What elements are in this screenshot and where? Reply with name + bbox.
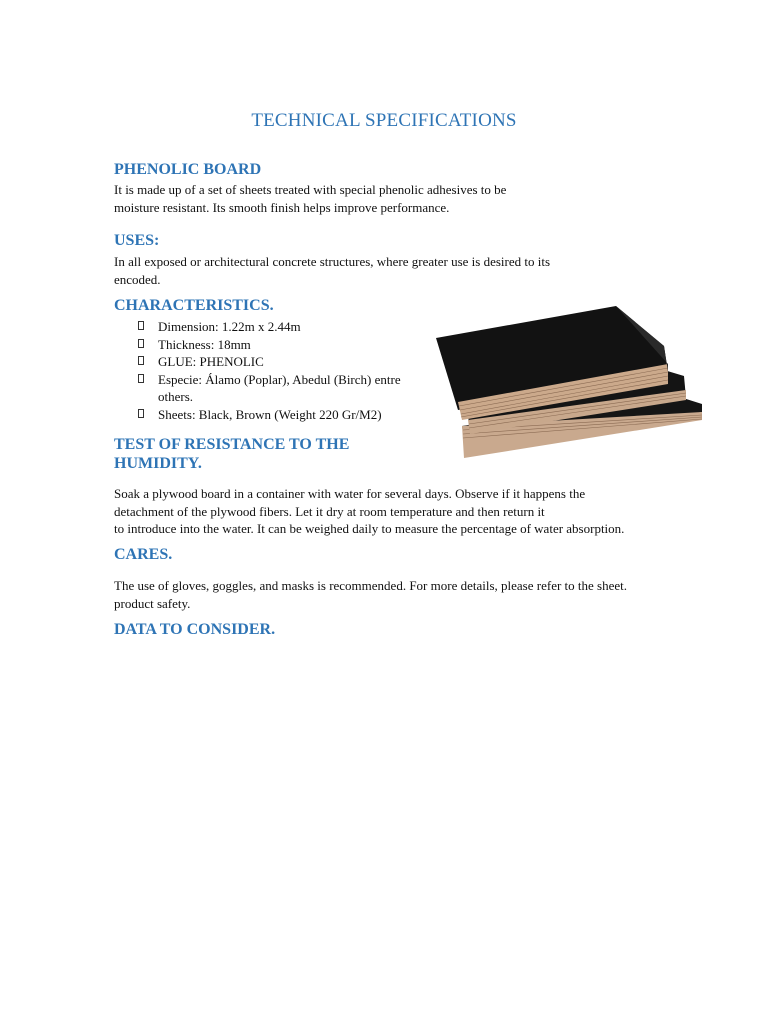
checkbox-bullet-icon: [138, 321, 144, 330]
text-line: It is made up of a set of sheets treated with special phenolic adhesives to be: [114, 182, 507, 197]
humidity-test-paragraph: [114, 485, 624, 538]
characteristics-list: [138, 318, 401, 423]
text-line: In all exposed or architectural concrete structures, where greater use is desired to its: [114, 254, 551, 269]
plywood-boards-image: [432, 302, 708, 462]
text-line: detachment of the plywood fibers. Let it dry at room temperature and then return it: [114, 503, 545, 519]
uses-heading: USES:: [114, 232, 160, 249]
checkbox-bullet-icon: [138, 356, 144, 365]
cares-heading: CARES.: [114, 546, 173, 563]
humidity-test-heading: TEST OF RESISTANCE TO THE HUMIDITY.: [114, 436, 350, 472]
page-title: TECHNICAL SPECIFICATIONS: [251, 110, 517, 131]
list-item: Especie: Álamo (Poplar), Abedul (Birch) entre others.: [138, 371, 401, 406]
cares-paragraph: [114, 577, 627, 612]
text-line: to introduce into the water. It can be weighed daily to measure the percentage of water absorption.: [114, 521, 625, 536]
checkbox-bullet-icon: [138, 409, 144, 418]
text-line: moisture resistant. Its smooth finish helps improve performance.: [114, 199, 450, 215]
text-line: The use of gloves, goggles, and masks is recommended. For more details, please refer to the sheet.: [114, 578, 627, 593]
phenolic-board-paragraph: [114, 181, 506, 216]
data-to-consider-heading: DATA TO CONSIDER.: [114, 621, 276, 638]
checkbox-bullet-icon: [138, 339, 144, 348]
text-line: encoded.: [114, 271, 161, 287]
uses-paragraph: [114, 253, 550, 288]
characteristics-heading: CHARACTERISTICS.: [114, 297, 274, 314]
text-line: Soak a plywood board in a container with water for several days. Observe if it happens the: [114, 486, 586, 501]
phenolic-board-heading: PHENOLIC BOARD: [114, 161, 262, 178]
list-item: GLUE: PHENOLIC: [138, 353, 401, 371]
checkbox-bullet-icon: [138, 374, 144, 383]
text-line: product safety.: [114, 595, 191, 611]
list-item: Dimension: 1.22m x 2.44m: [138, 318, 401, 336]
list-item: Thickness: 18mm: [138, 336, 401, 354]
list-item: Sheets: Black, Brown (Weight 220 Gr/M2): [138, 406, 401, 424]
